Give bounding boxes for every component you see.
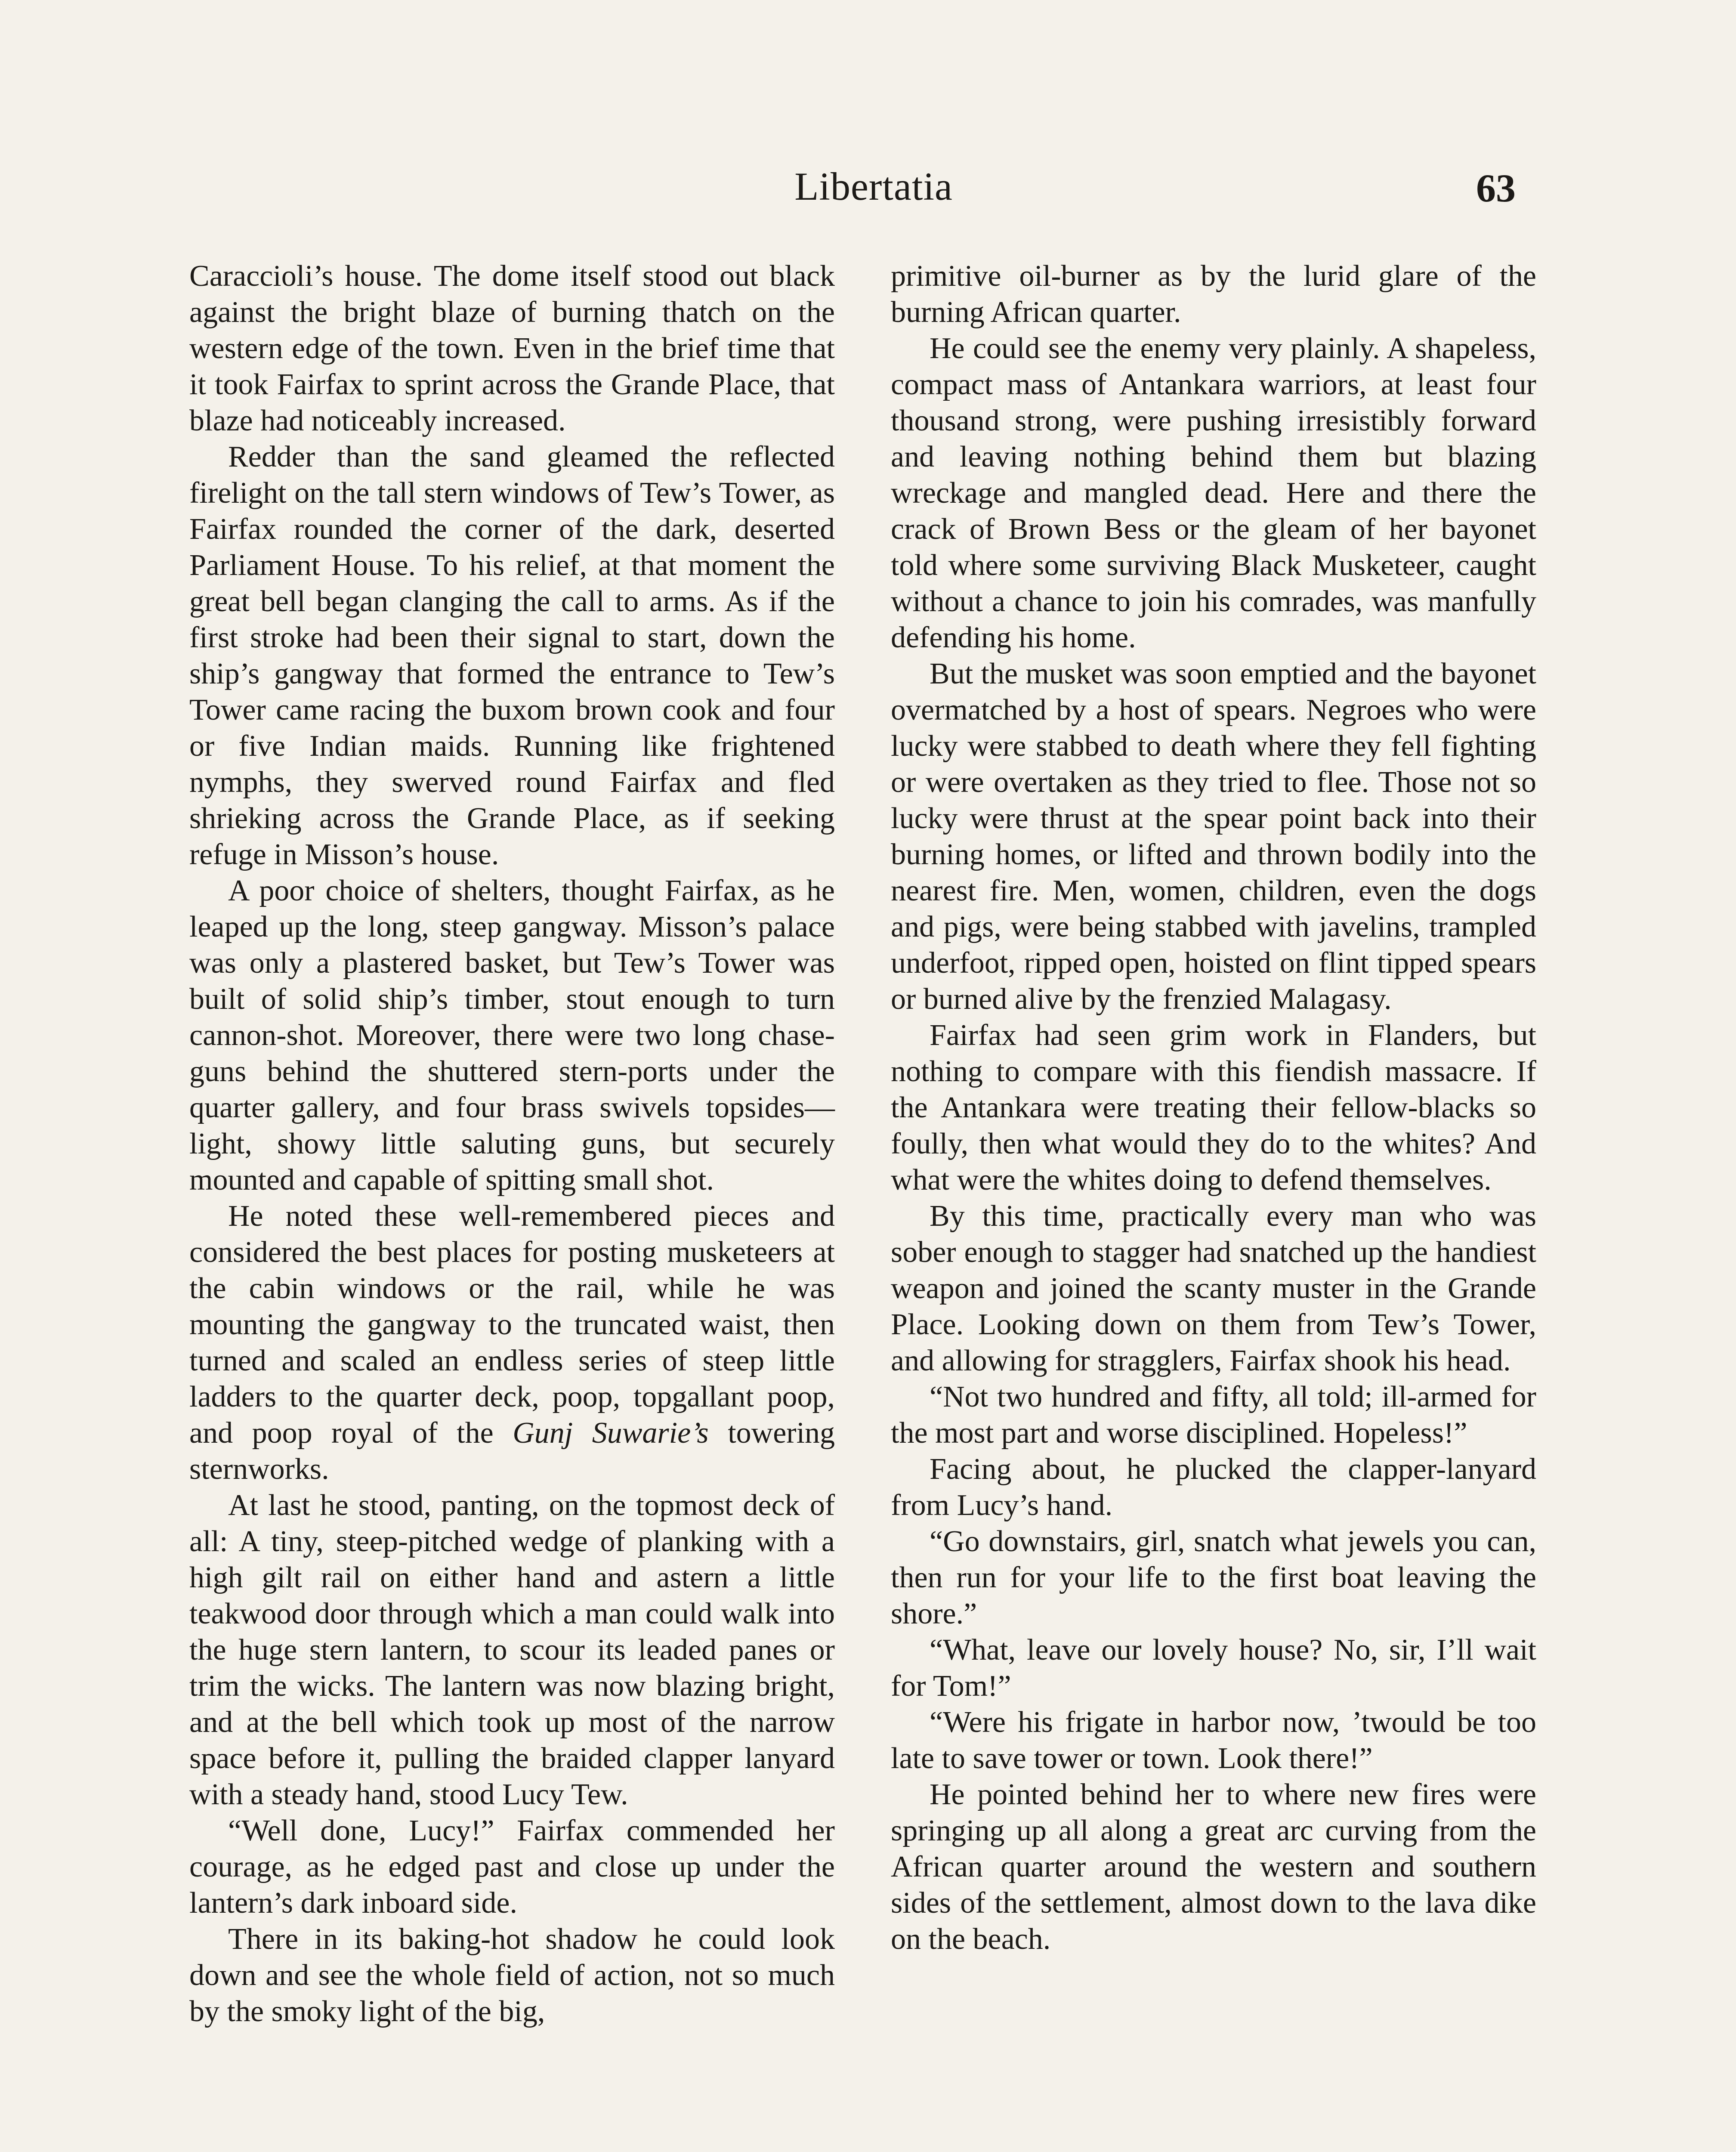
paragraph: He could see the enemy very plainly. A shapeless, compact mass of Antankara warriors, at least four thousand strong, were pushing irresistibly forward and leaving nothing behind them but blazing wreckage and mangled dead. Here and there the crack of Brown Bess or the gleam of her bayonet told where some surviving Black Musketeer, caught without a chance to join his comrades, was manfully defending his home. — [891, 332, 1536, 654]
page-number: 63 — [1476, 166, 1516, 210]
paragraph: He pointed behind her to where new fires were springing up all along a great arc curving from the African quarter around the western and southern sides of the settlement, almost down to the lava dike on the beach. — [891, 1778, 1536, 1956]
paragraph-text: He noted these well-remembered pieces and considered the best places for posting musketeers at the cabin windows or the rail, while he was mounting the gangway to the truncated waist, then turned and scaled an endless series of steep little ladders to the quarter deck, poop, topgallant poop, and poop royal of the — [189, 1200, 835, 1450]
paragraph: “What, leave our lovely house? No, sir, I’ll wait for Tom!” — [891, 1633, 1536, 1703]
paragraph: “Go downstairs, girl, snatch what jewels you can, then run for your life to the first boat leaving the shore.” — [891, 1525, 1536, 1630]
paragraph: Redder than the sand gleamed the reflected firelight on the tall stern windows of Tew’s Tower, as Fairfax rounded the corner of the dark, deserted Parliament House. To his relief, at that moment the great bell began clanging the call to arms. As if the first stroke had been their signal to start, down the ship’s gangway that formed the entrance to Tew’s Tower came racing the buxom brown cook and four or five Indian maids. Running like frightened nymphs, they swerved round Fairfax and fled shrieking across the Grande Place, as if seeking refuge in Misson’s house. — [189, 440, 835, 871]
text-columns — [189, 258, 1536, 2152]
running-title: Libertatia — [794, 164, 953, 208]
paragraph: primitive oil-burner as by the lurid glare of the burning African quarter. — [891, 260, 1536, 329]
paragraph: Fairfax had seen grim work in Flanders, but nothing to compare with this fiendish massacre. If the Antankara were treating their fellow-blacks so foully, then what would they do to the whites? And what were the whites doing to defend themselves. — [891, 1019, 1536, 1197]
paragraph-text: towering sternworks. — [189, 1416, 835, 1486]
paragraph: “Not two hundred and fifty, all told; ill-armed for the most part and worse disciplined. Hopeless!” — [891, 1380, 1536, 1450]
paragraph: “Well done, Lucy!” Fairfax commended her courage, as he edged past and close up under the lantern’s dark inboard side. — [189, 1814, 835, 1920]
paragraph: Caraccioli’s house. The dome itself stood out black against the bright blaze of burning thatch on the western edge of the town. Even in the brief time that it took Fairfax to sprint across the Grande Place, that blaze had noticeably increased. — [189, 260, 835, 437]
paragraph: There in its baking-hot shadow he could look down and see the whole field of action, not so much by the smoky light of the big, — [189, 1923, 835, 2028]
paragraph: At last he stood, panting, on the topmost deck of all: A tiny, steep-pitched wedge of planking with a high gilt rail on either hand and astern a little teakwood door through which a man could walk into the huge stern lantern, to scour its leaded panes or trim the wicks. The lantern was now blazing bright, and at the bell which took up most of the narrow space before it, pulling the braided clapper lanyard with a steady hand, stood Lucy Tew. — [189, 1489, 835, 1811]
paragraph: Facing about, he plucked the clapper-lanyard from Lucy’s hand. — [891, 1453, 1536, 1522]
right-column — [891, 258, 1536, 2152]
left-column — [189, 258, 835, 2152]
ship-name: Gunj Suwarie’s — [513, 1416, 709, 1450]
paragraph: But the musket was soon emptied and the bayonet overmatched by a host of spears. Negroes who were lucky were stabbed to death where they fell fighting or were overtaken as they tried to flee. Those not so lucky were thrust at the spear point back into their burning homes, or lifted and thrown bodily into the nearest fire. Men, women, children, even the dogs and pigs, were being stabbed with javelins, trampled underfoot, ripped open, hoisted on flint tipped spears or burned alive by the frenzied Malagasy. — [891, 657, 1536, 1016]
paragraph: By this time, practically every man who was sober enough to stagger had snatched up the handiest weapon and joined the scanty muster in the Grande Place. Looking down on them from Tew’s Tower, and allowing for stragglers, Fairfax shook his head. — [891, 1200, 1536, 1377]
paragraph — [189, 1198, 835, 1487]
paragraph: “Were his frigate in harbor now, ’twould be too late to save tower or town. Look there!” — [891, 1706, 1536, 1775]
paragraph: A poor choice of shelters, thought Fairfax, as he leaped up the long, steep gangway. Misson’s palace was only a plastered basket, but Tew’s Tower was built of solid ship’s timber, stout enough to turn cannon-shot. Moreover, there were two long chase-guns behind the shuttered stern-ports under the quarter gallery, and four brass swivels topsides—light, showy little saluting guns, but securely mounted and capable of spitting small shot. — [189, 874, 835, 1197]
page-header — [0, 164, 1736, 224]
